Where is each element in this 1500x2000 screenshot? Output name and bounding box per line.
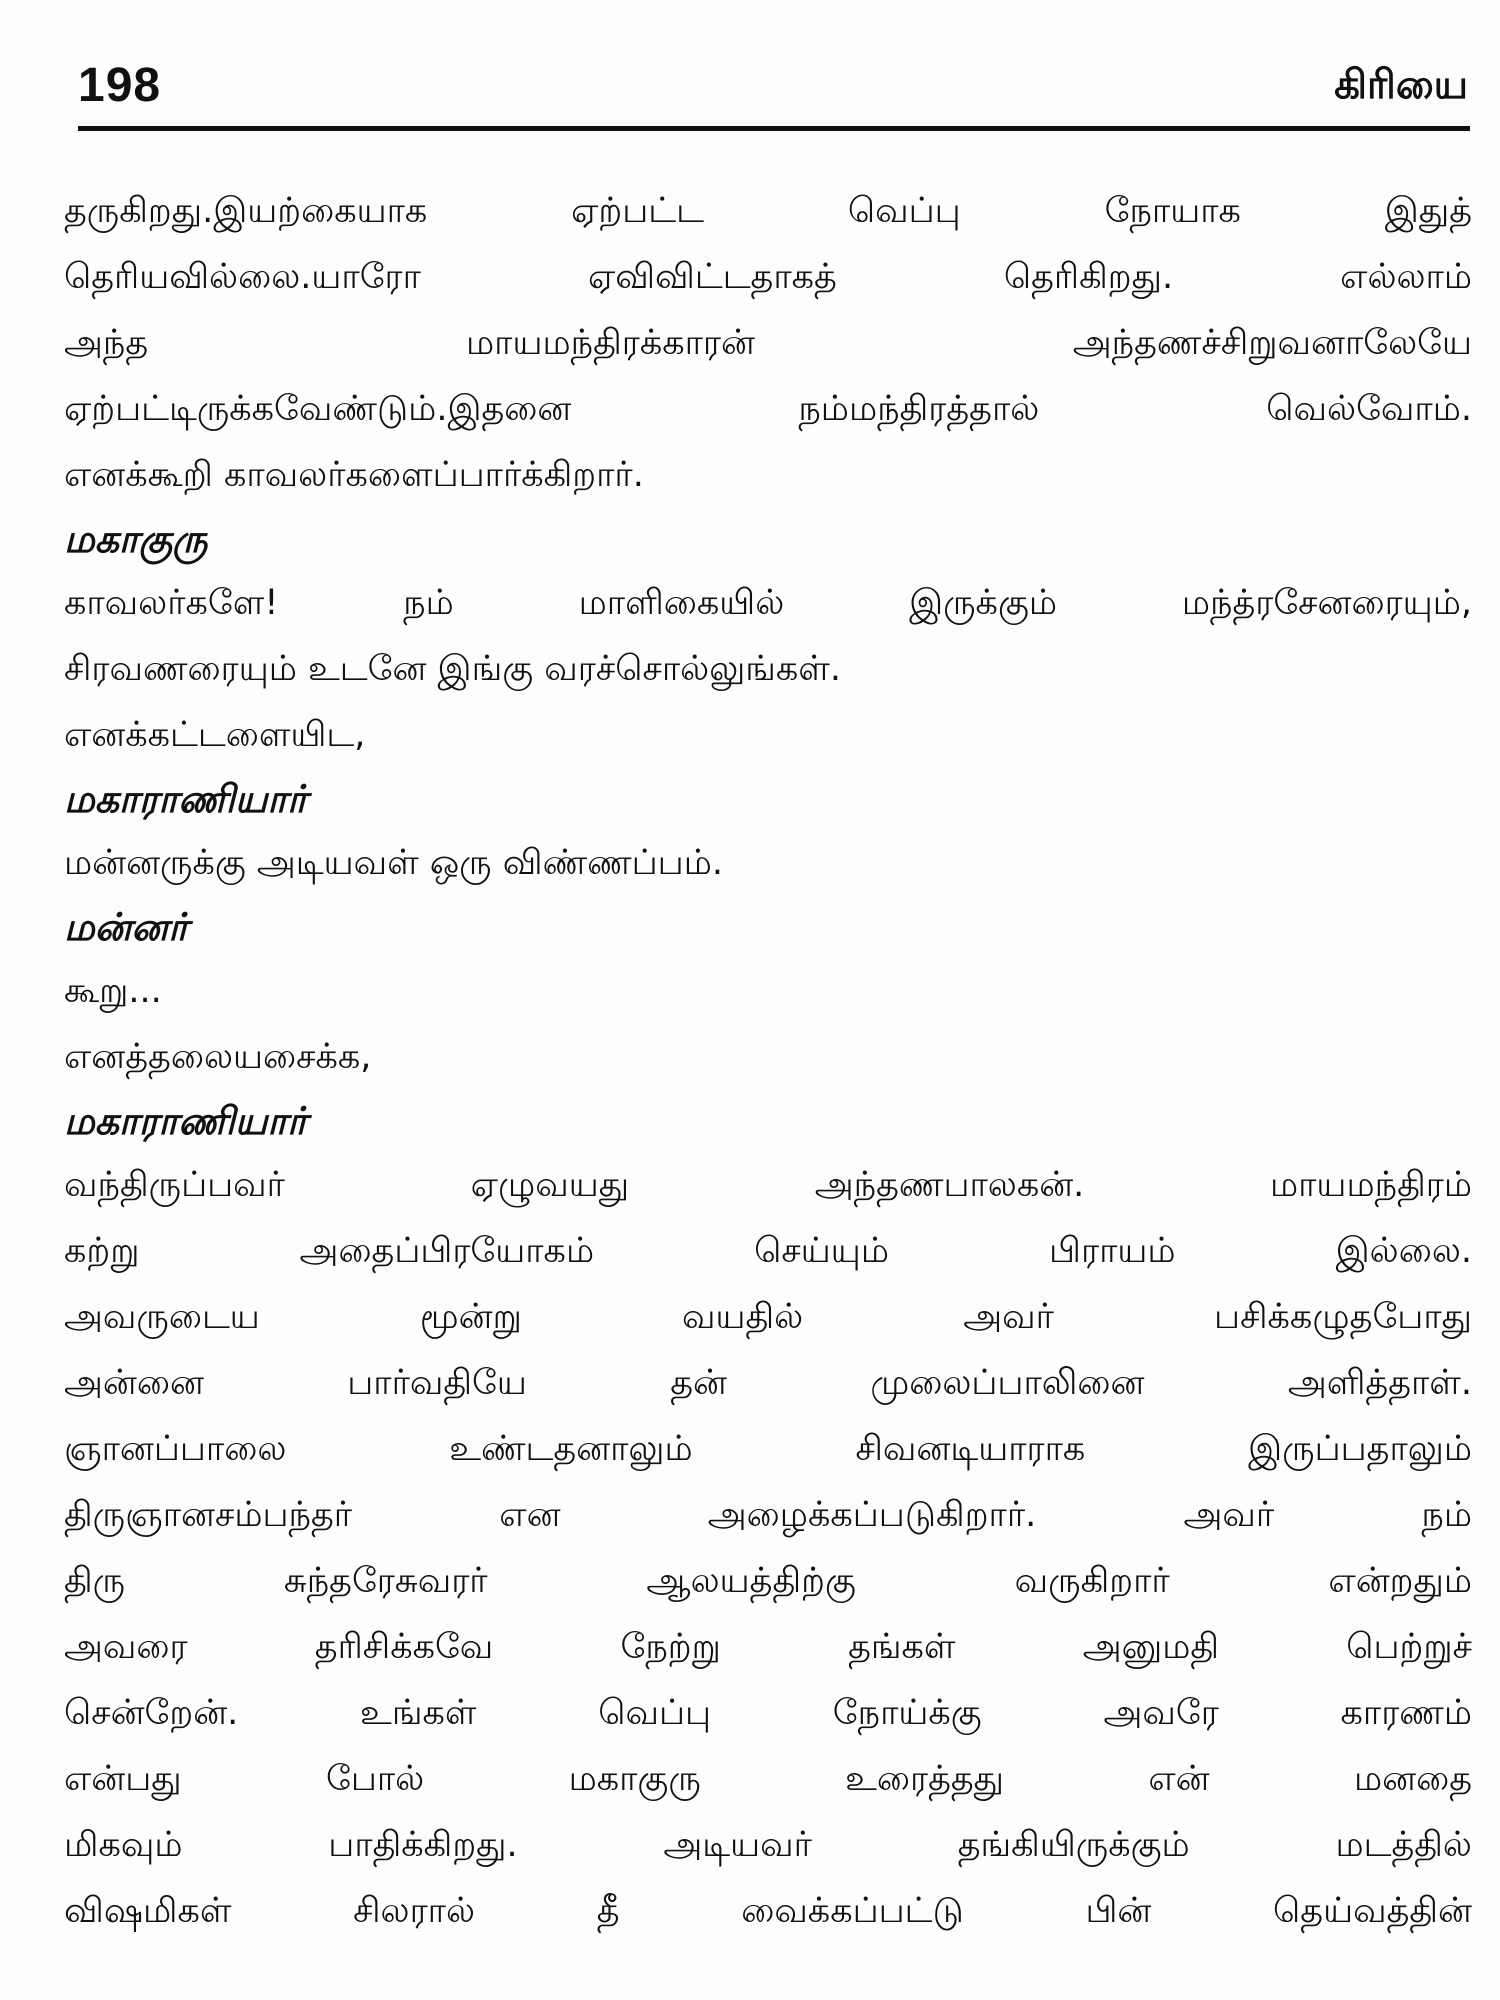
text-line: அன்னை பார்வதியே தன் முலைப்பாலினை அளித்தாள்.: [64, 1363, 1472, 1403]
text-line: என்பது போல் மகாகுரு உரைத்தது என் மனதை: [64, 1759, 1472, 1799]
speaker-heading: மகாராணியார்: [64, 777, 308, 821]
text-line: காவலர்களே! நம் மாளிகையில் இருக்கும் மந்த்ரசேனரையும்,: [64, 583, 1472, 623]
running-title: கிரியை: [1334, 62, 1468, 108]
text-line: தெரியவில்லை.யாரோ ஏவிவிட்டதாகத் தெரிகிறது. எல்லாம்: [64, 257, 1472, 297]
header-rule: [78, 126, 1470, 131]
text-line: விஷமிகள் சிலரால் தீ வைக்கப்பட்டு பின் தெய்வத்தின்: [64, 1891, 1472, 1931]
page-header: [78, 52, 1468, 122]
text-line: எனக்கூறி காவலர்களைப்பார்க்கிறார்.: [64, 455, 644, 495]
speaker-heading: மன்னர்: [64, 905, 189, 949]
text-line: அவரை தரிசிக்கவே நேற்று தங்கள் அனுமதி பெற்றுச்: [64, 1627, 1472, 1667]
text-line: கற்று அதைப்பிரயோகம் செய்யும் பிராயம் இல்லை.: [64, 1231, 1472, 1271]
text-line: தருகிறது.இயற்கையாக ஏற்பட்ட வெப்பு நோயாக இதுத்: [64, 191, 1472, 231]
text-line: சிரவணரையும் உடனே இங்கு வரச்சொல்லுங்கள்.: [64, 649, 842, 689]
text-line: திரு சுந்தரேசுவரர் ஆலயத்திற்கு வருகிறார் என்றதும்: [64, 1561, 1472, 1601]
text-line: ஞானப்பாலை உண்டதனாலும் சிவனடியாராக இருப்பதாலும்: [64, 1429, 1472, 1469]
text-line: ஏற்பட்டிருக்கவேண்டும்.இதனை நம்மந்திரத்தால் வெல்வோம்.: [64, 389, 1472, 429]
text-line: எனக்கட்டளையிட,: [64, 715, 366, 755]
text-line: எனத்தலையசைக்க,: [64, 1037, 372, 1077]
text-line: அவருடைய மூன்று வயதில் அவர் பசிக்கழுதபோது: [64, 1297, 1472, 1337]
text-line: திருஞானசம்பந்தர் என அழைக்கப்படுகிறார். அவர் நம்: [64, 1495, 1472, 1535]
text-line: மன்னருக்கு அடியவள் ஒரு விண்ணப்பம்.: [64, 843, 724, 883]
text-line: கூறு...: [64, 971, 162, 1011]
text-line: அந்த மாயமந்திரக்காரன் அந்தணச்சிறுவனாலேயே: [64, 323, 1472, 363]
text-line: மிகவும் பாதிக்கிறது. அடியவர் தங்கியிருக்கும் மடத்தில்: [64, 1825, 1472, 1865]
text-line: வந்திருப்பவர் ஏழுவயது அந்தணபாலகன். மாயமந்திரம்: [64, 1165, 1472, 1205]
page-number: 198: [78, 59, 162, 112]
speaker-heading: மகாகுரு: [64, 517, 208, 561]
text-line: சென்றேன். உங்கள் வெப்பு நோய்க்கு அவரே காரணம்: [64, 1693, 1472, 1733]
speaker-heading: மகாராணியார்: [64, 1099, 308, 1143]
body-text: [64, 178, 1472, 1944]
